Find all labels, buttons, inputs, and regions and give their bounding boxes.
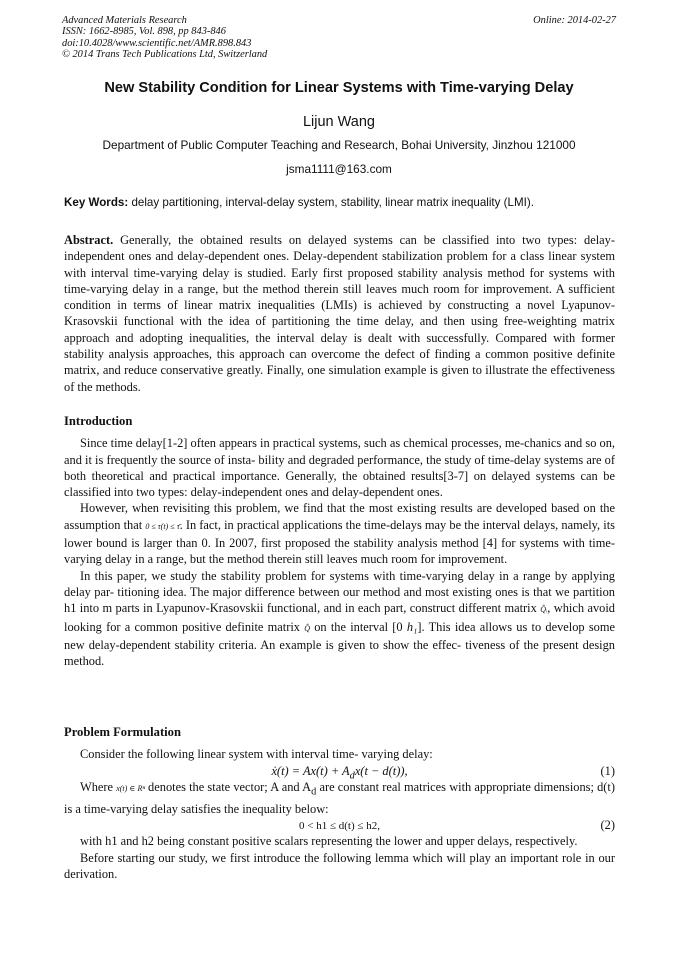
problem-paragraph-3: with h1 and h2 being constant positive scalars representing the lower and upper delays, respectively. (80, 834, 578, 849)
keywords-text: delay partitioning, interval-delay system, stability, linear matrix inequality (LMI). (128, 196, 534, 209)
problem-section (64, 724, 615, 882)
equation-1-number: (1) (600, 763, 615, 778)
keywords (64, 196, 624, 209)
h1-symbol: h₁ (406, 619, 418, 634)
equation-1 (64, 763, 615, 782)
issn-line: ISSN: 1662-8985, Vol. 898, pp 843-846 (62, 26, 226, 38)
problem-paragraph-2: Where x(t) ∈ Rⁿ denotes the state vector; A and $A_d$ are constant real matrices with appropriate dimensions; d(t) is a time-varying delay satisfies the inequality below: (64, 779, 616, 816)
problem-paragraph-1: Consider the following linear system with interval time- varying delay: (80, 747, 433, 762)
tau-inequality: 0 ≤ τ(t) ≤ τ̄ (145, 521, 180, 531)
intro-paragraph-3: In this paper, we study the stability problem for systems with time-varying delay in a range by applying delay par- titioning idea. The major difference between our method and most existing ones is that we partition h1 into m parts in Lyapunov-Krasovskii functional, and in each part, construct different matrix Q̂ᵢ, which avoid looking for a common positive definite matrix Q̂ on the interval [0 h₁]. This idea allows us to develop some new delay-dependent stability criteria. An example is given to show the effec- tiveness of the present design method. (64, 568, 616, 669)
abstract-label: Abstract. (64, 233, 114, 247)
equation-2 (64, 817, 615, 833)
copyright-line: © 2014 Trans Tech Publications Ltd, Switzerland (62, 49, 268, 61)
journal-header (62, 15, 616, 61)
intro-paragraph-2: However, when revisiting this problem, we find that the most existing results are developed based on the assumption that 0 ≤ τ(t) ≤ τ̄. In fact, in practical applications the time-delays may be the interval delays, namely, its lower bound is larger than 0. In 2007, first proposed the stability analysis method [4] for systems with time-varying delay in a range, but the method therein still leaves much room for improvement. (64, 501, 616, 567)
paper-title: New Stability Condition for Linear Systems with Time-varying Delay (104, 80, 574, 96)
equation-1-body: ẋ(t) = $Ax(t) + A_dx(t - d(t))$, (271, 763, 408, 782)
matrix-qi: Q̂ᵢ (540, 605, 548, 615)
introduction-heading: Introduction (64, 414, 133, 428)
journal-name: Advanced Materials Research (62, 15, 187, 26)
introduction-section (64, 413, 615, 669)
matrix-q: Q̂ (304, 623, 310, 633)
keywords-label: Key Words: (64, 196, 129, 209)
problem-paragraph-4: Before starting our study, we first introduce the following lemma which will play an important role in our derivation. (64, 850, 615, 881)
abstract (64, 232, 615, 395)
state-vector: x(t) ∈ Rⁿ (116, 783, 145, 793)
equation-2-number: (2) (600, 817, 615, 832)
online-date: Online: 2014-02-27 (533, 15, 616, 26)
equation-2-body: 0 < h1 ≤ d(t) ≤ h2, (299, 819, 380, 832)
intro-paragraph-1: Since time delay[1-2] often appears in practical systems, such as chemical processes, me-chanics and so on, and it is frequently the source of insta- bility and degraded performance, the study of time-delay systems are of both theoretical and practical importance. Generally, the obtained results[3-7] on delayed systems can be classified into two types: delay-independent ones and delay-dependent ones. (64, 436, 615, 500)
author-email: jsma1111@163.com (286, 162, 392, 176)
affiliation: Department of Public Computer Teaching and Research, Bohai University, Jinzhou 121000 (102, 138, 576, 152)
problem-heading: Problem Formulation (64, 725, 181, 739)
abstract-text: Generally, the obtained results on delayed systems can be classified into two types: delay-independent ones and delay-dependent ones. Delay-dependent stabilization problem for a class linear system with interval time-varying delay is studied. Early first proposed stability analysis method for systems with time-varying delay in a range, but the method therein still leaves much room for improvement. A sufficient condition in terms of linear matrix inequalities (LMIs) is achieved by constructing a novel Lyapunov-Krasovskii functional with the idea of partitioning the time delay, and then using free-weighting matrix approach and adopting inequalities, the interval delay is dealt with successfully. Compared with former stability analysis approaches, this approach can overcome the defect of finding a common positive definite matrix, and reduce conservative greatly. Finally, one simulation example is given to illustrate the effectiveness of the methods. (64, 233, 615, 394)
doi-line: doi:10.4028/www.scientific.net/AMR.898.843 (62, 37, 252, 49)
author-name: Lijun Wang (302, 114, 375, 130)
